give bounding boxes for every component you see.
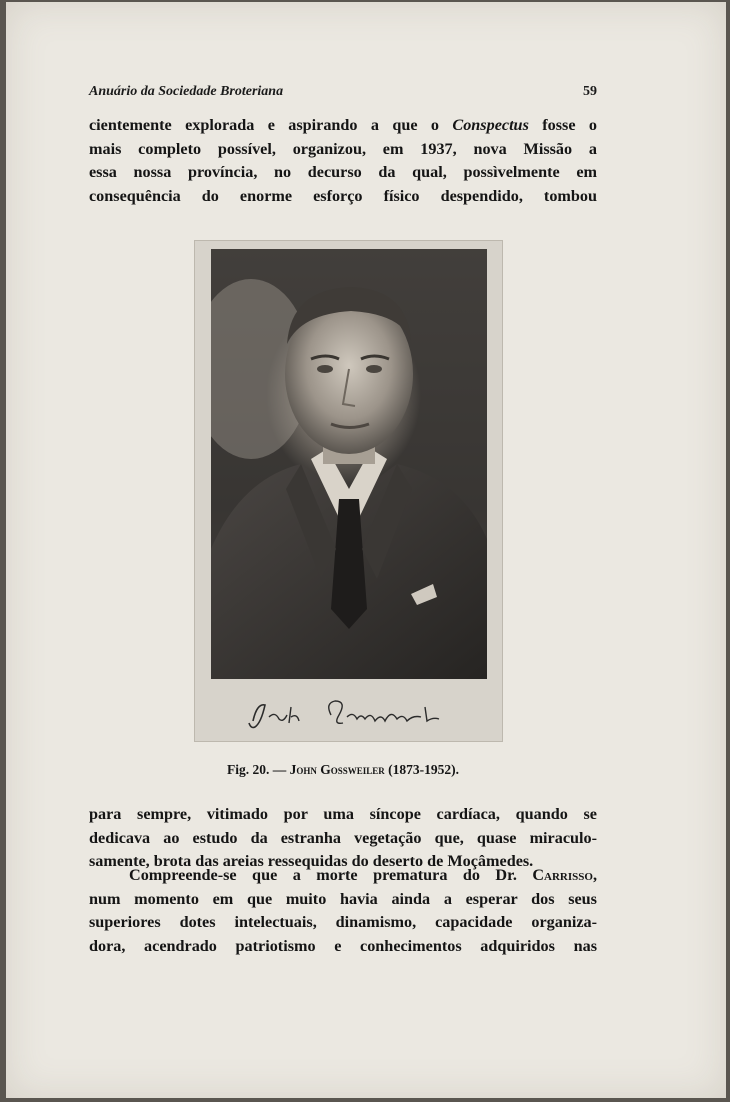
text-fragment: , — [592, 866, 597, 884]
text-fragment: Compreende-se que a morte prematura do Dr. — [129, 866, 533, 884]
paragraph-top — [89, 114, 597, 208]
text-fragment: fosse o — [528, 116, 597, 134]
figure-caption — [89, 762, 597, 778]
text-line: mais completo possível, organizou, em 1937, nova Missão a — [89, 139, 597, 158]
paragraph-bottom — [89, 864, 597, 958]
portrait-mount — [194, 240, 503, 742]
text-line — [89, 864, 597, 888]
portrait-drawing — [211, 249, 487, 679]
italic-term: Conspectus — [452, 116, 529, 134]
book-page — [6, 2, 726, 1098]
text-line: num momento em que muito havia ainda a esperar dos seus — [89, 889, 597, 908]
text-line: dora, acendrado patriotismo e conhecimentos adquiridos nas — [89, 936, 597, 955]
text-line: essa nossa província, no decurso da qual, possìvelmente em — [89, 163, 597, 182]
journal-title: Anuário da Sociedade Broteriana — [89, 84, 284, 99]
caption-years: (1873-1952). — [384, 762, 460, 777]
signature-image — [235, 693, 465, 733]
text-line: superiores dotes intelectuais, dinamismo, capacidade organiza- — [89, 913, 597, 932]
text-line: dedicava ao estudo da estranha vegetação que, quase miraculo- — [89, 828, 597, 847]
page-number: 59 — [583, 84, 597, 99]
running-header — [89, 84, 597, 106]
text-line: para sempre, vitimado por uma síncope cardíaca, quando se — [89, 805, 597, 823]
text-fragment: cientemente explorada e aspirando a que o — [89, 116, 453, 134]
person-name: Carrisso — [532, 866, 593, 884]
text-line: consequência do enorme esforço físico despendido, tombou — [89, 186, 597, 205]
text-line — [89, 114, 597, 138]
portrait-photo — [211, 249, 487, 679]
text-line: samente, brota das areias ressequidas do deserto de Moçâmedes. — [89, 852, 534, 871]
caption-name: John Gossweiler — [289, 762, 385, 777]
caption-label: Fig. 20. — — [226, 762, 290, 777]
